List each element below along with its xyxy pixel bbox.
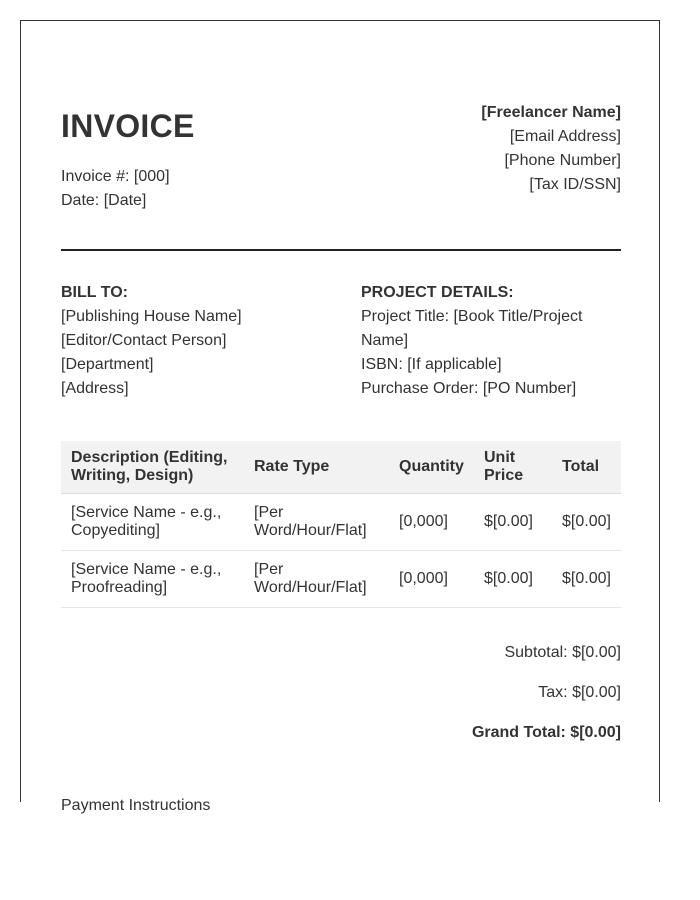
bill-to-line: [Department]: [61, 356, 154, 373]
line-items-table: [61, 441, 621, 608]
bill-to-line: [Address]: [61, 380, 129, 397]
freelancer-tax-id: [Tax ID/SSN]: [529, 176, 621, 193]
cell-total: $[0.00]: [552, 494, 621, 551]
cell-quantity: [0,000]: [389, 551, 474, 608]
cell-quantity: [0,000]: [389, 494, 474, 551]
project-title-line: Project Title: [Book Title/Project Name]: [361, 308, 583, 349]
freelancer-info: [481, 101, 621, 197]
tax: Tax: $[0.00]: [538, 684, 621, 701]
column-header-quantity: Quantity: [389, 441, 474, 494]
bill-to-line: [Publishing House Name]: [61, 308, 242, 325]
grand-total: Grand Total: $[0.00]: [471, 724, 621, 741]
bill-to-section: [61, 281, 341, 401]
project-po-line: Purchase Order: [PO Number]: [361, 380, 577, 397]
freelancer-name: [Freelancer Name]: [481, 104, 621, 121]
table-header-row: [61, 441, 621, 494]
project-details-section: [361, 281, 621, 401]
header-divider: [61, 249, 621, 251]
bill-to-line: [Editor/Contact Person]: [61, 332, 227, 349]
cell-total: $[0.00]: [552, 551, 621, 608]
freelancer-email: [Email Address]: [509, 128, 621, 145]
column-header-description: Description (Editing, Writing, Design): [61, 441, 244, 494]
invoice-number: Invoice #: [000]: [61, 168, 170, 185]
totals-section: [472, 641, 621, 761]
cell-unit-price: $[0.00]: [474, 494, 552, 551]
payment-instructions-heading: Payment Instructions: [61, 797, 211, 814]
project-details-heading: PROJECT DETAILS:: [361, 284, 514, 301]
cell-rate-type: [Per Word/Hour/Flat]: [244, 494, 389, 551]
column-header-total: Total: [552, 441, 621, 494]
invoice-title: INVOICE: [61, 108, 195, 144]
column-header-rate-type: Rate Type: [244, 441, 389, 494]
column-header-unit-price: Unit Price: [474, 441, 552, 494]
project-isbn-line: ISBN: [If applicable]: [361, 356, 502, 373]
cell-description: [Service Name - e.g., Proofreading]: [61, 551, 244, 608]
cell-rate-type: [Per Word/Hour/Flat]: [244, 551, 389, 608]
table-row: [61, 551, 621, 608]
freelancer-phone: [Phone Number]: [504, 152, 621, 169]
table-row: [61, 494, 621, 551]
bill-to-heading: BILL TO:: [61, 284, 128, 301]
invoice-date: Date: [Date]: [61, 192, 147, 209]
subtotal: Subtotal: $[0.00]: [504, 644, 621, 661]
cell-unit-price: $[0.00]: [474, 551, 552, 608]
invoice-sheet: [20, 20, 660, 814]
cell-description: [Service Name - e.g., Copyediting]: [61, 494, 244, 551]
invoice-meta: [61, 165, 170, 213]
